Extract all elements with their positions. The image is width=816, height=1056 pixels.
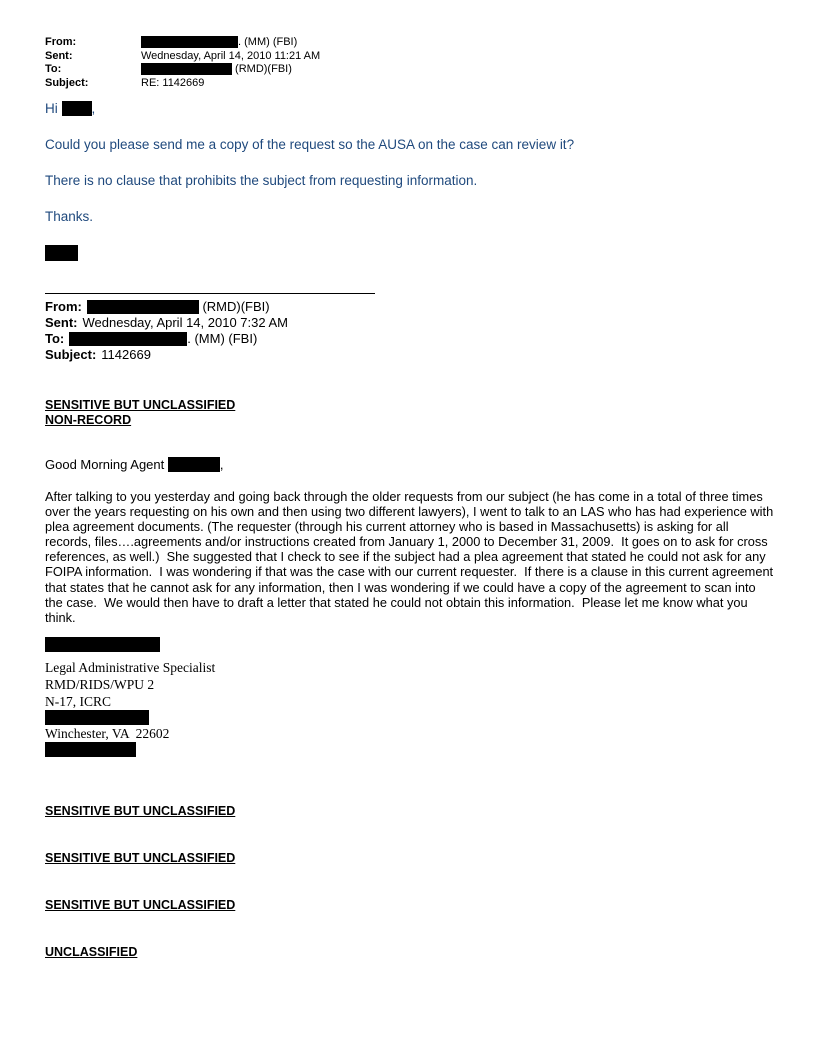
email2-body-paragraph: After talking to you yesterday and going back through the older requests from our subject (he has come in a total of three times over the years requesting on his own and then using two different lawyers), I went to talk to an LAS who has had experience with plea agreement documents. (The requester (through his current attorney who is based in Massachusetts) is asking for all records, files….agreements and/or instructions created from January 1, 2000 to December 31, 2009. It goes on to ask for cross references, as well.) She suggested that I check to see if the subject had a plea agreement that stated he could not ask for any FOIPA information. I was wondering if that was the case with our current requester. If there is a clause in this current agreement that states that he cannot ask for any information, then I was wondering if we could have a copy of the agreement to scan into the case. We would then have to draft a letter that stated he could not obtain this information. Please let me know what you think.: [45, 489, 777, 625]
email2-header-row-sent: [45, 315, 288, 331]
redaction-bar-signature: [45, 245, 78, 261]
greeting-comma: ,: [91, 101, 96, 116]
email1-header-block: [45, 36, 320, 90]
email1-header-row-to: [45, 63, 320, 77]
footer-marking-3: SENSITIVE BUT UNCLASSIFIED: [45, 898, 236, 912]
redaction-bar: [141, 36, 238, 48]
email2-header-row-to: [45, 331, 288, 347]
email2-header-row-from: [45, 299, 288, 315]
redaction-bar: [69, 332, 187, 346]
email2-greeting-line: [45, 457, 223, 473]
classification-header: [45, 398, 235, 428]
header-value-from: [141, 36, 297, 50]
header-label-from: From:: [45, 36, 77, 48]
email1-paragraph-1: Could you please send me a copy of the request so the AUSA on the case can review it?: [45, 137, 575, 152]
signature-title: Legal Administrative Specialist: [45, 660, 216, 675]
redaction-bar: [62, 101, 92, 116]
email2-header-row-subject: [45, 347, 288, 363]
header-label-sent: Sent:: [45, 315, 78, 330]
email2-header-block: [45, 299, 288, 363]
header-label-subject: Subject:: [45, 76, 89, 89]
email1-header-row-sent: [45, 50, 320, 64]
redaction-bar: [168, 457, 220, 472]
header-label-from: From:: [45, 299, 82, 314]
header-label-to: To:: [45, 331, 65, 346]
email1-greeting-line: [45, 101, 574, 116]
redaction-bar: [87, 300, 199, 314]
signature-room: N-17, ICRC: [45, 694, 112, 709]
greeting-text: Hi: [45, 101, 62, 116]
header-label-subject: Subject:: [45, 347, 97, 362]
classification-line-sbu: SENSITIVE BUT UNCLASSIFIED: [45, 398, 236, 412]
header-value-text: . (MM) (FBI): [238, 36, 298, 48]
redaction-bar-phone: [45, 742, 136, 757]
email1-header-row-from: [45, 36, 320, 50]
redaction-bar: [141, 63, 232, 75]
header-value-sent: Wednesday, April 14, 2010 11:21 AM: [141, 49, 321, 62]
email1-body: [45, 101, 574, 261]
footer-marking-1: SENSITIVE BUT UNCLASSIFIED: [45, 804, 236, 818]
header-value-to: [141, 63, 292, 77]
redaction-bar-name: [45, 637, 160, 652]
greeting-comma: ,: [219, 457, 224, 472]
greeting-text: Good Morning Agent: [45, 457, 168, 472]
reply-divider-line: [45, 293, 375, 294]
header-value-subject: RE: 1142669: [141, 76, 205, 89]
signature-city: Winchester, VA 22602: [45, 726, 170, 741]
signature-block: [45, 637, 215, 757]
footer-marking-4: UNCLASSIFIED: [45, 945, 138, 959]
header-value-text: (RMD)(FBI): [198, 299, 270, 314]
email1-header-row-subject: [45, 77, 320, 91]
header-value-text: . (MM) (FBI): [187, 331, 258, 346]
header-value-text: 1142669: [101, 347, 151, 362]
redaction-bar-street: [45, 710, 149, 725]
header-value-text: (RMD)(FBI): [232, 63, 292, 75]
header-label-sent: Sent:: [45, 49, 73, 62]
header-value-text: Wednesday, April 14, 2010 7:32 AM: [82, 315, 288, 330]
header-label-to: To:: [45, 63, 62, 75]
email1-closing: Thanks.: [45, 209, 94, 224]
classification-footer: [45, 805, 235, 993]
footer-marking-2: SENSITIVE BUT UNCLASSIFIED: [45, 851, 236, 865]
signature-division: RMD/RIDS/WPU 2: [45, 677, 155, 692]
classification-line-nonrecord: NON-RECORD: [45, 413, 132, 427]
email1-paragraph-2: There is no clause that prohibits the subject from requesting information.: [45, 173, 478, 188]
